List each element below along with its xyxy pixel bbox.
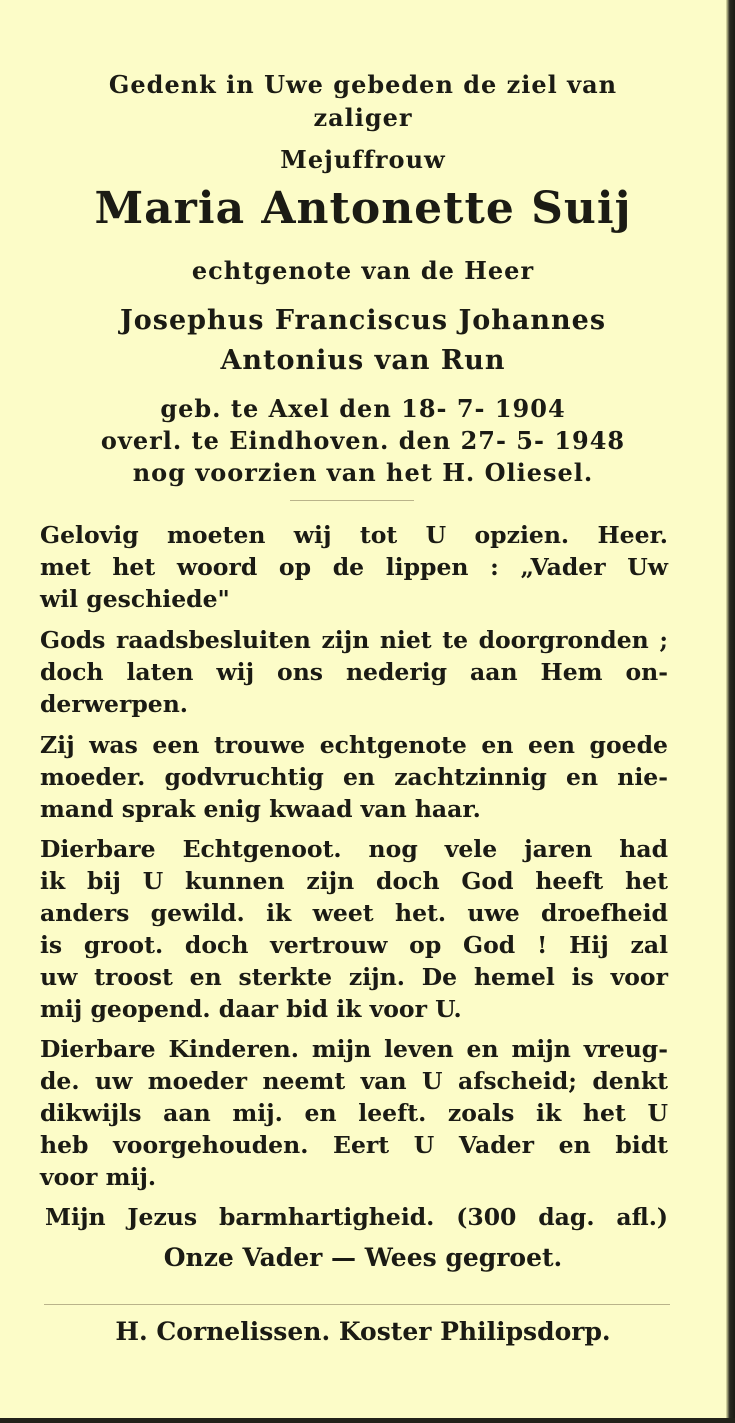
paragraph-line: de. uw moeder neemt van U afscheid; denkt [40, 1067, 668, 1095]
spouse-intro: echtgenote van de Heer [191, 256, 535, 285]
card-edge-shadow [726, 0, 735, 1423]
spouse-name-line-1: Josephus Franciscus Johannes [119, 305, 607, 336]
paragraph-line: derwerpen. [40, 690, 188, 718]
paragraph-line: doch laten wij ons nederig aan Hem on- [40, 658, 668, 686]
sacrament-line: nog voorzien van het H. Oliesel. [132, 458, 594, 487]
separator-short [290, 500, 414, 501]
paragraph-line: anders gewild. ik weet het. uwe droefheid [40, 899, 668, 927]
prayer-line: Mijn Jezus barmhartigheid. (300 dag. afl.) [45, 1203, 668, 1231]
paragraph-line: mij geopend. daar bid ik voor U. [40, 995, 462, 1023]
spouse-name-line-2: Antonius van Run [220, 345, 506, 376]
paragraph-line: dikwijls aan mij. en leeft. zoals ik het U [40, 1099, 668, 1127]
paragraph-line: heb voorgehouden. Eert U Vader en bidt [40, 1131, 668, 1159]
birth-line: geb. te Axel den 18- 7- 1904 [160, 394, 566, 423]
paragraph-line: wil geschiede" [40, 585, 230, 613]
paragraph-line: uw troost en sterkte zijn. De hemel is voor [40, 963, 668, 991]
paragraph-line: is groot. doch vertrouw op God ! Hij zal [40, 931, 668, 959]
death-line: overl. te Eindhoven. den 27- 5- 1948 [100, 426, 626, 455]
paragraph-line: Gods raadsbesluiten zijn niet te doorgronden ; [40, 626, 668, 654]
paragraph-line: Dierbare Echtgenoot. nog vele jaren had [40, 835, 668, 863]
header-line-3: Mejuffrouw [280, 145, 446, 174]
paragraph-line: Zij was een trouwe echtgenote en een goede [40, 731, 668, 759]
paragraph-line: voor mij. [40, 1163, 157, 1191]
closing-prayer: Onze Vader — Wees gegroet. [163, 1243, 563, 1272]
paragraph-line: Dierbare Kinderen. mijn leven en mijn vreug- [40, 1035, 668, 1063]
card-bottom-edge [0, 1418, 735, 1423]
header-line-1: Gedenk in Uwe gebeden de ziel van [108, 70, 618, 99]
header-line-2: zaliger [313, 103, 413, 132]
paragraph-line: ik bij U kunnen zijn doch God heeft het [40, 867, 668, 895]
paragraph-line: moeder. godvruchtig en zachtzinnig en nie- [40, 763, 668, 791]
deceased-name: Maria Antonette Suij [94, 183, 632, 234]
paragraph-line: Gelovig moeten wij tot U opzien. Heer. [40, 521, 668, 549]
printer-credit: H. Cornelissen. Koster Philipsdorp. [115, 1317, 611, 1346]
paragraph-line: met het woord op de lippen : „Vader Uw [40, 553, 668, 581]
separator-long [44, 1304, 670, 1305]
paragraph-line: mand sprak enig kwaad van haar. [40, 795, 481, 823]
